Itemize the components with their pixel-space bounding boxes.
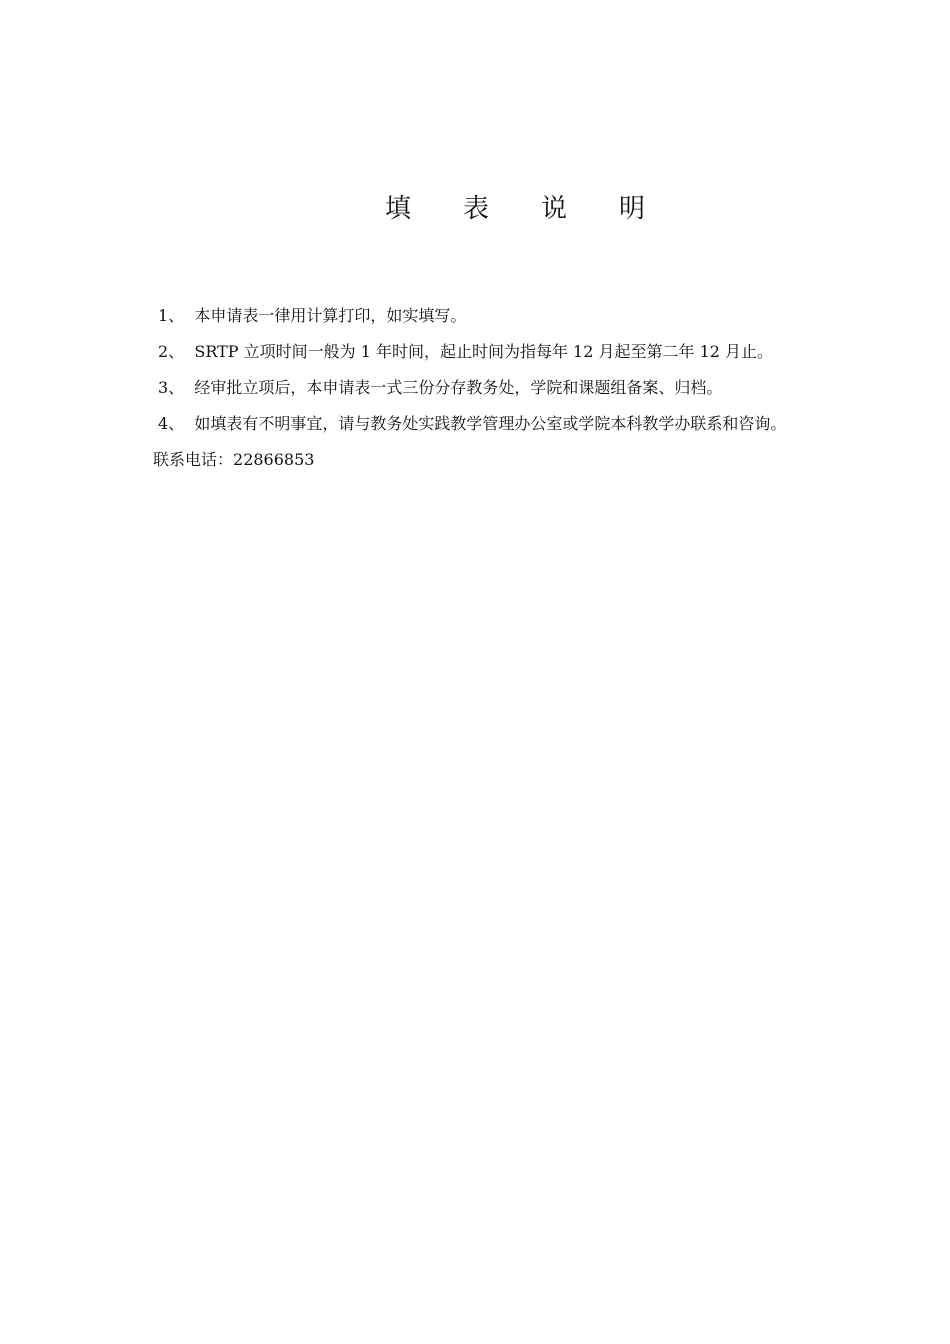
title-char: 说	[541, 194, 568, 224]
title-char: 明	[619, 194, 646, 224]
instruction-item	[114, 406, 832, 442]
contact-line	[114, 442, 832, 478]
instruction-item	[114, 370, 832, 406]
title-char: 填	[384, 194, 411, 224]
instruction-number: 3、	[158, 378, 185, 397]
instruction-item	[114, 334, 832, 370]
instruction-text: SRTP 立项时间一般为 1 年时间，起止时间为指每年 12 月起至第二年 12 月止。	[194, 342, 774, 361]
instruction-number: 4、	[158, 414, 185, 433]
instruction-item	[114, 298, 832, 334]
page-title	[0, 188, 950, 225]
instruction-text: 如填表有不明事宜，请与教务处实践教学管理办公室或学院本科教学办联系和咨询。	[194, 414, 787, 433]
instruction-text: 本申请表一律用计算打印，如实填写。	[194, 306, 467, 325]
contact-label: 联系电话：	[153, 450, 234, 469]
instruction-text: 经审批立项后，本申请表一式三份分存教务处，学院和课题组备案、归档。	[194, 378, 723, 397]
instruction-number: 1、	[158, 306, 185, 325]
title-char: 表	[462, 194, 489, 224]
instruction-number: 2、	[158, 342, 185, 361]
contact-phone: 22866853	[233, 450, 315, 469]
instructions-body	[114, 298, 832, 478]
